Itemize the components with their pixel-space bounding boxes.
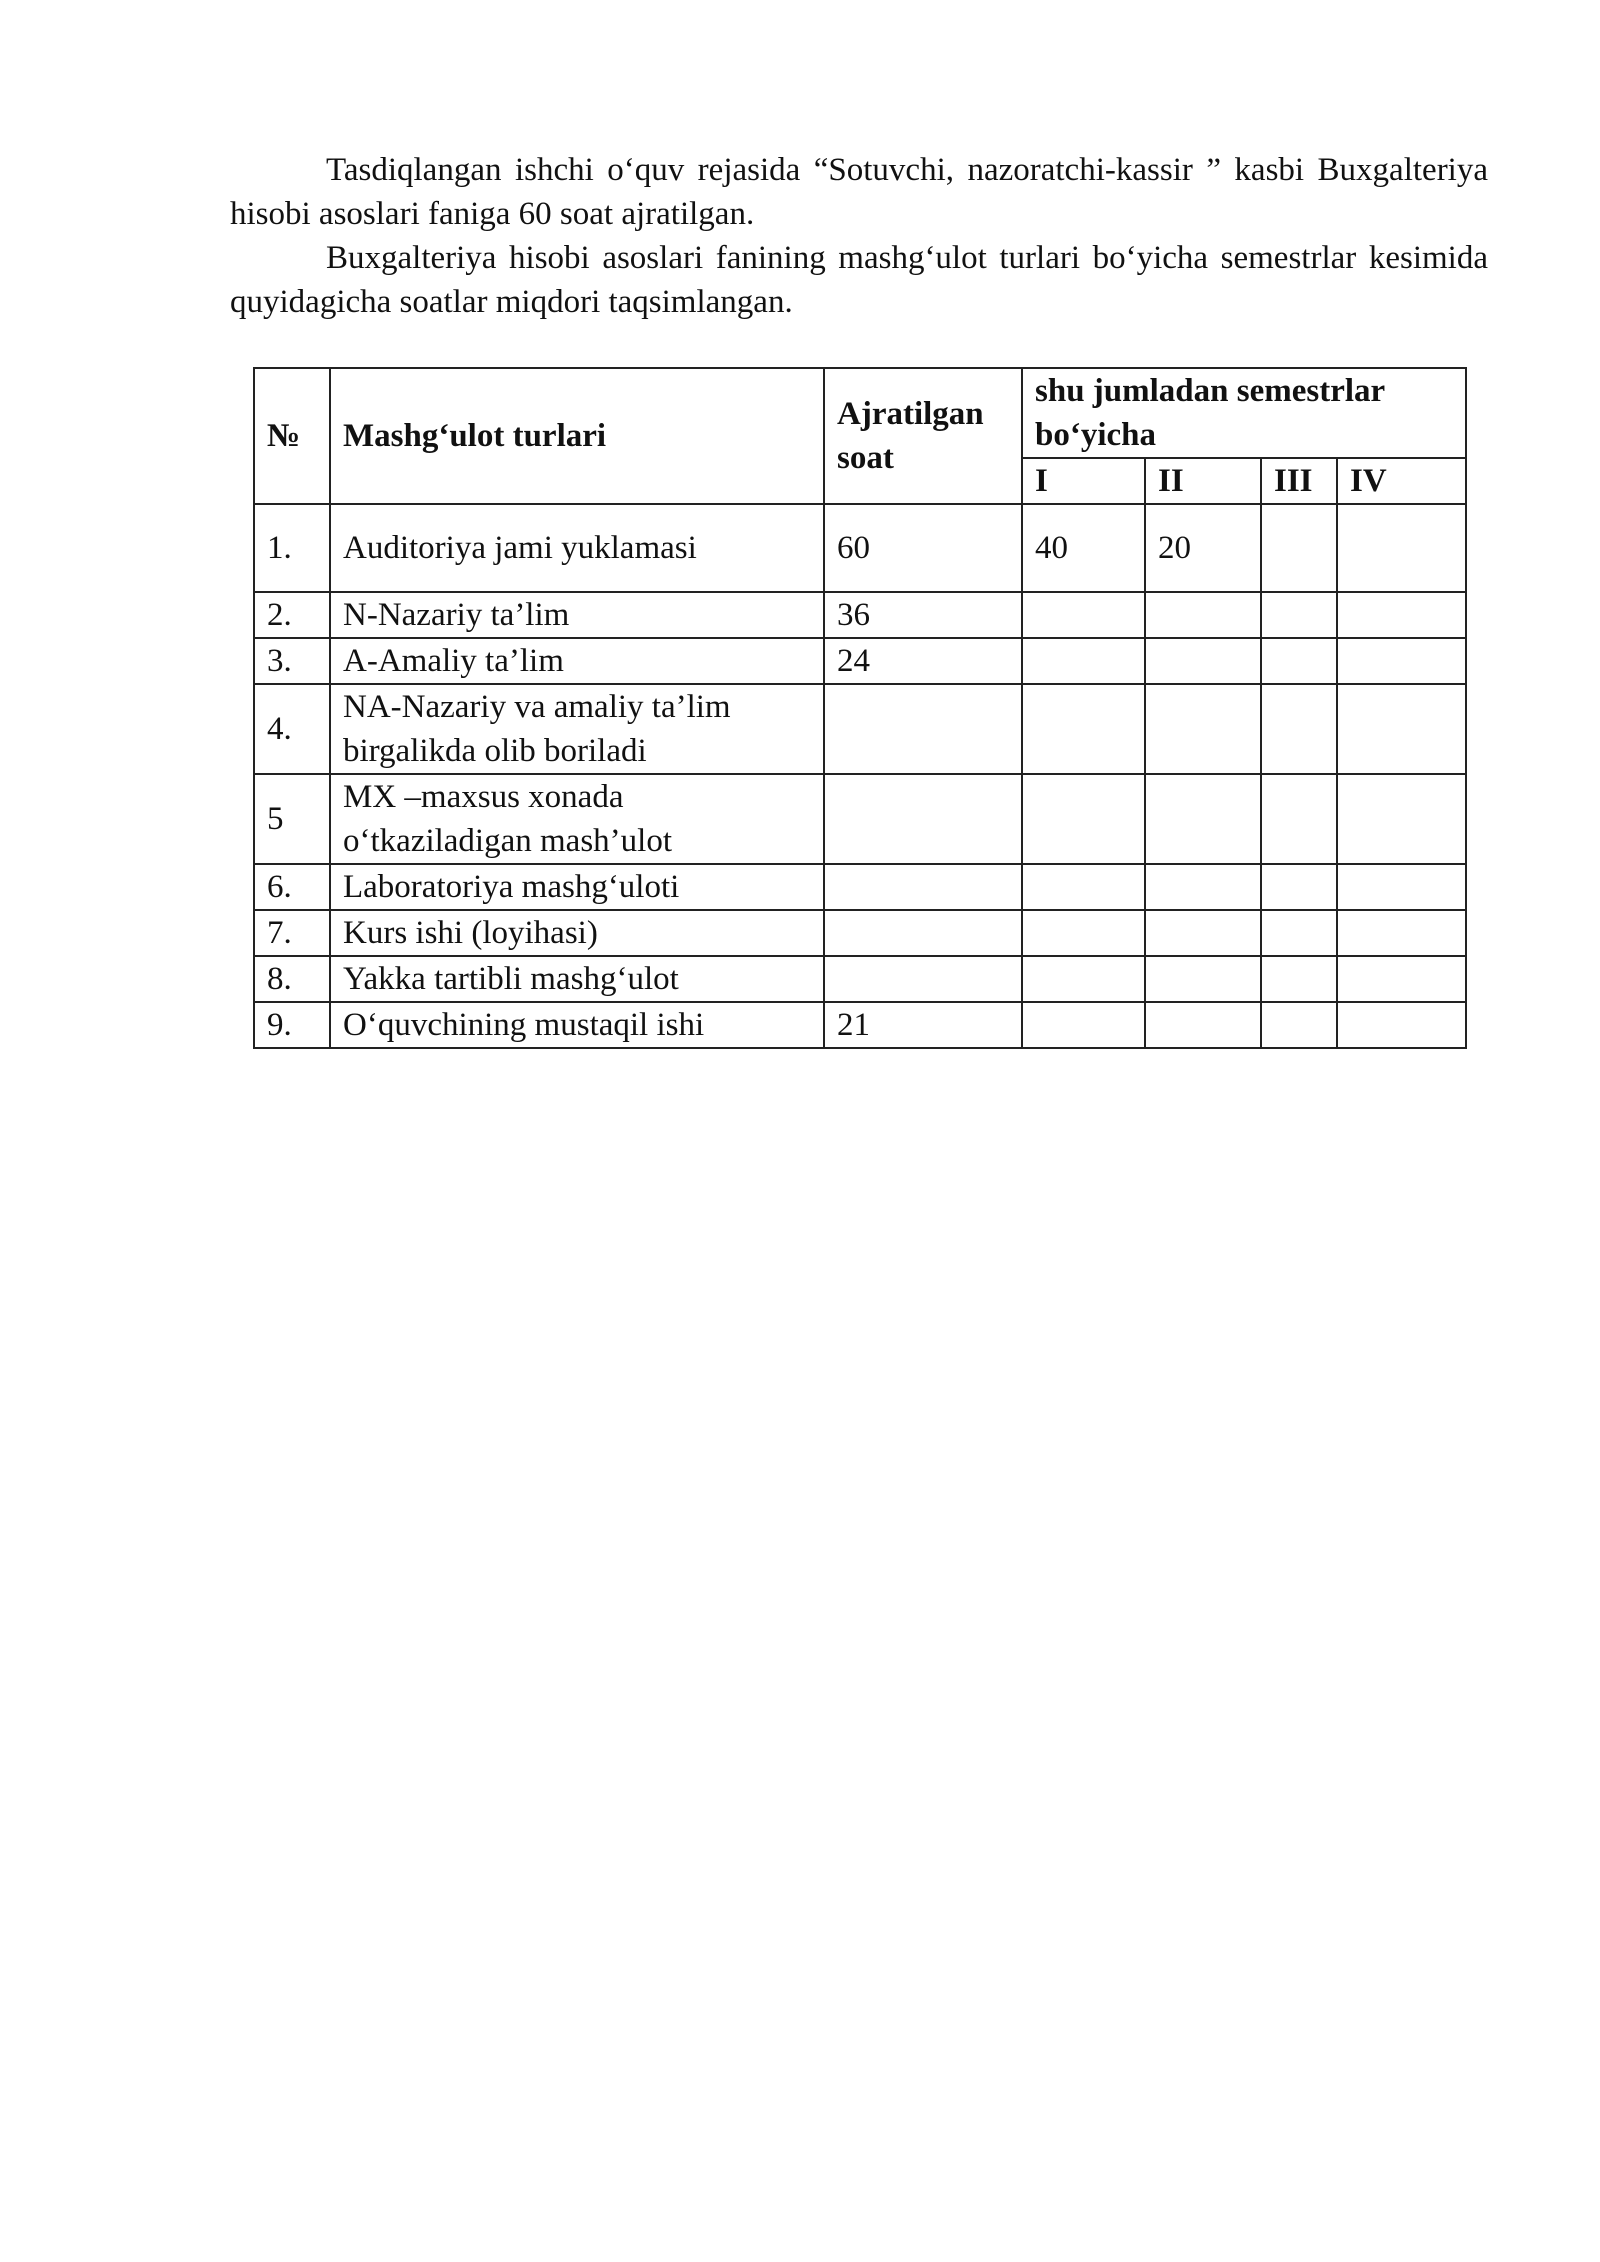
row-semester-4 [1337,638,1466,684]
row-semester-4 [1337,684,1466,774]
row-lesson-type: Laboratoriya mashg‘uloti [330,864,824,910]
row-hours [824,956,1022,1002]
row-semester-3 [1261,504,1337,592]
row-hours [824,864,1022,910]
hours-distribution-table [253,367,1467,1049]
header-allocated-hours: Ajratilgan soat [824,368,1022,504]
table-row [254,592,1466,638]
row-semester-2 [1145,638,1261,684]
header-semester-4: IV [1337,458,1466,504]
row-semester-3 [1261,592,1337,638]
row-number: 9. [254,1002,330,1048]
row-hours: 36 [824,592,1022,638]
intro-paragraph-2: Buxgalteriya hisobi asoslari fanining mashg‘ulot turlari bo‘yicha semestrlar kesimida quyidagicha soatlar miqdori taqsimlangan. [230,240,1488,320]
row-hours [824,910,1022,956]
table-header-row [254,368,1466,458]
intro-text [230,148,1488,324]
row-number: 2. [254,592,330,638]
table-row [254,910,1466,956]
row-hours [824,684,1022,774]
row-lesson-type: Auditoriya jami yuklamasi [330,504,824,592]
row-semester-4 [1337,774,1466,864]
row-semester-1 [1022,592,1145,638]
row-semester-2 [1145,684,1261,774]
row-lesson-type: O‘quvchining mustaqil ishi [330,1002,824,1048]
header-semesters: shu jumladan semestrlar bo‘yicha [1022,368,1466,458]
row-hours: 24 [824,638,1022,684]
table-row [254,504,1466,592]
row-lesson-type: Yakka tartibli mashg‘ulot [330,956,824,1002]
row-number: 8. [254,956,330,1002]
row-semester-2 [1145,774,1261,864]
row-semester-2 [1145,864,1261,910]
header-semester-3: III [1261,458,1337,504]
row-semester-1 [1022,864,1145,910]
table-row [254,638,1466,684]
row-lesson-type: N-Nazariy ta’lim [330,592,824,638]
header-semester-1: I [1022,458,1145,504]
row-semester-2: 20 [1145,504,1261,592]
table-row [254,684,1466,774]
row-number: 6. [254,864,330,910]
row-lesson-type: A-Amaliy ta’lim [330,638,824,684]
row-semester-1 [1022,638,1145,684]
row-semester-2 [1145,956,1261,1002]
row-semester-4 [1337,504,1466,592]
row-semester-4 [1337,910,1466,956]
row-semester-4 [1337,592,1466,638]
intro-paragraph-1: Tasdiqlangan ishchi o‘quv rejasida “Sotuvchi, nazoratchi-kassir ” kasbi Buxgalteriya hisobi asoslari faniga 60 soat ajratilgan. [230,152,1488,232]
row-semester-1 [1022,774,1145,864]
row-semester-1 [1022,1002,1145,1048]
row-number: 3. [254,638,330,684]
row-semester-2 [1145,592,1261,638]
row-semester-3 [1261,864,1337,910]
row-hours: 60 [824,504,1022,592]
row-semester-4 [1337,1002,1466,1048]
row-semester-1 [1022,956,1145,1002]
header-semester-2: II [1145,458,1261,504]
table-row [254,864,1466,910]
row-number: 4. [254,684,330,774]
row-semester-3 [1261,956,1337,1002]
row-semester-3 [1261,684,1337,774]
row-semester-3 [1261,638,1337,684]
row-number: 1. [254,504,330,592]
row-semester-3 [1261,910,1337,956]
row-hours: 21 [824,1002,1022,1048]
row-semester-2 [1145,1002,1261,1048]
row-semester-3 [1261,1002,1337,1048]
row-semester-3 [1261,774,1337,864]
row-lesson-type: MX –maxsus xonada o‘tkaziladigan mash’ulot [330,774,824,864]
row-hours [824,774,1022,864]
row-semester-1: 40 [1022,504,1145,592]
header-number: № [254,368,330,504]
table-row [254,774,1466,864]
row-semester-1 [1022,684,1145,774]
row-number: 5 [254,774,330,864]
table-row [254,956,1466,1002]
row-semester-1 [1022,910,1145,956]
row-semester-2 [1145,910,1261,956]
table-row [254,1002,1466,1048]
row-lesson-type: Kurs ishi (loyihasi) [330,910,824,956]
header-lesson-type: Mashg‘ulot turlari [330,368,824,504]
row-lesson-type: NA-Nazariy va amaliy ta’lim birgalikda olib boriladi [330,684,824,774]
row-number: 7. [254,910,330,956]
row-semester-4 [1337,864,1466,910]
row-semester-4 [1337,956,1466,1002]
